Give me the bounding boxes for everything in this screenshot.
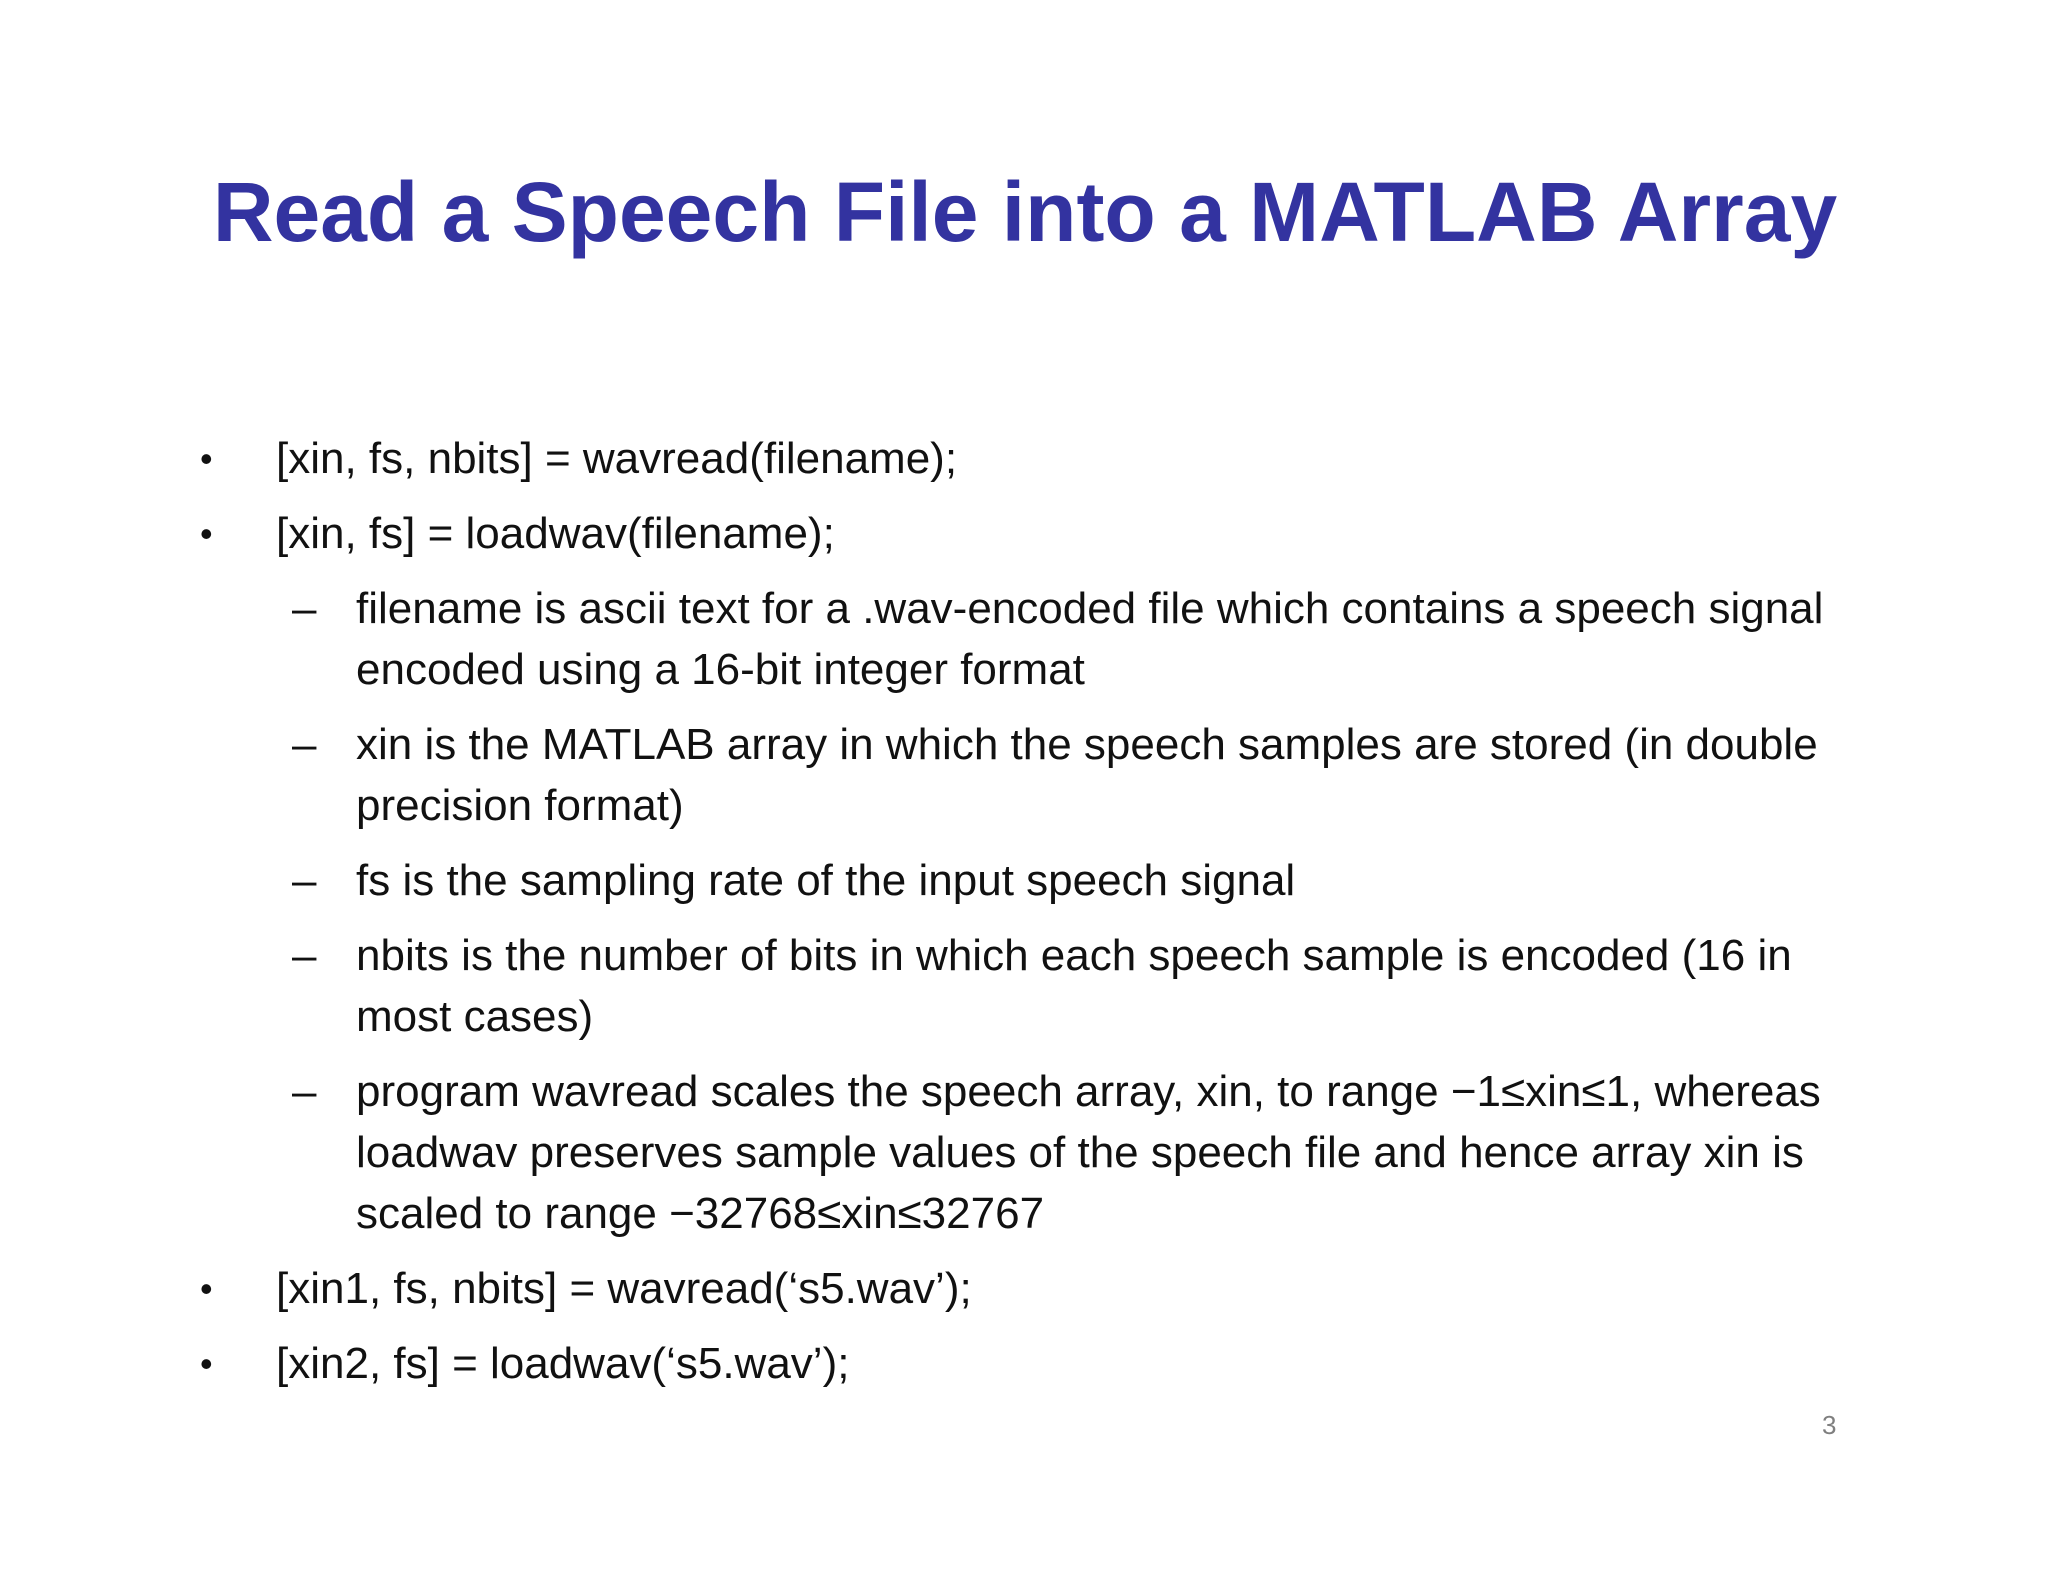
dash-icon: – — [292, 1067, 317, 1116]
list-item-text: [xin, fs] = loadwav(filename); — [276, 509, 835, 558]
dash-icon: – — [292, 931, 317, 980]
dash-icon: – — [292, 584, 317, 633]
list-item-text: [xin1, fs, nbits] = wavread(‘s5.wav’); — [276, 1264, 972, 1313]
sub-list-item-text: nbits is the number of bits in which each speech sample is encoded (16 in most cases) — [356, 931, 1792, 1041]
list-item — [200, 503, 1850, 564]
sub-list-item-text: program wavread scales the speech array, xin, to range −1≤xin≤1, whereas loadwav preserves sample values of the speech file and hence array xin is scaled to range −32768≤xin≤32767 — [356, 1067, 1821, 1238]
sub-list-item — [200, 1061, 1850, 1244]
dash-icon: – — [292, 720, 317, 769]
sub-list-item — [200, 850, 1850, 911]
list-item-text: [xin2, fs] = loadwav(‘s5.wav’); — [276, 1339, 850, 1388]
page-number: 3 — [1822, 1410, 1837, 1440]
bullet-icon: • — [200, 513, 213, 554]
sub-list-item — [200, 578, 1850, 700]
bullet-icon: • — [200, 1268, 213, 1309]
list-item — [200, 1333, 1850, 1394]
bullet-icon: • — [200, 438, 213, 479]
list-item — [200, 428, 1850, 489]
dash-icon: – — [292, 856, 317, 905]
list-item-text: [xin, fs, nbits] = wavread(filename); — [276, 434, 958, 483]
sub-list-item-text: xin is the MATLAB array in which the speech samples are stored (in double precision format) — [356, 720, 1818, 830]
sub-list-item — [200, 925, 1850, 1047]
sub-list-item-text: fs is the sampling rate of the input speech signal — [356, 856, 1296, 905]
sub-list-item-text: filename is ascii text for a .wav-encoded file which contains a speech signal encoded using a 16-bit integer format — [356, 584, 1824, 694]
slide-body-list — [200, 428, 1850, 1408]
bullet-icon: • — [200, 1343, 213, 1384]
list-item — [200, 1258, 1850, 1319]
sub-list-item — [200, 714, 1850, 836]
slide-title: Read a Speech File into a MATLAB Array — [212, 165, 1838, 259]
